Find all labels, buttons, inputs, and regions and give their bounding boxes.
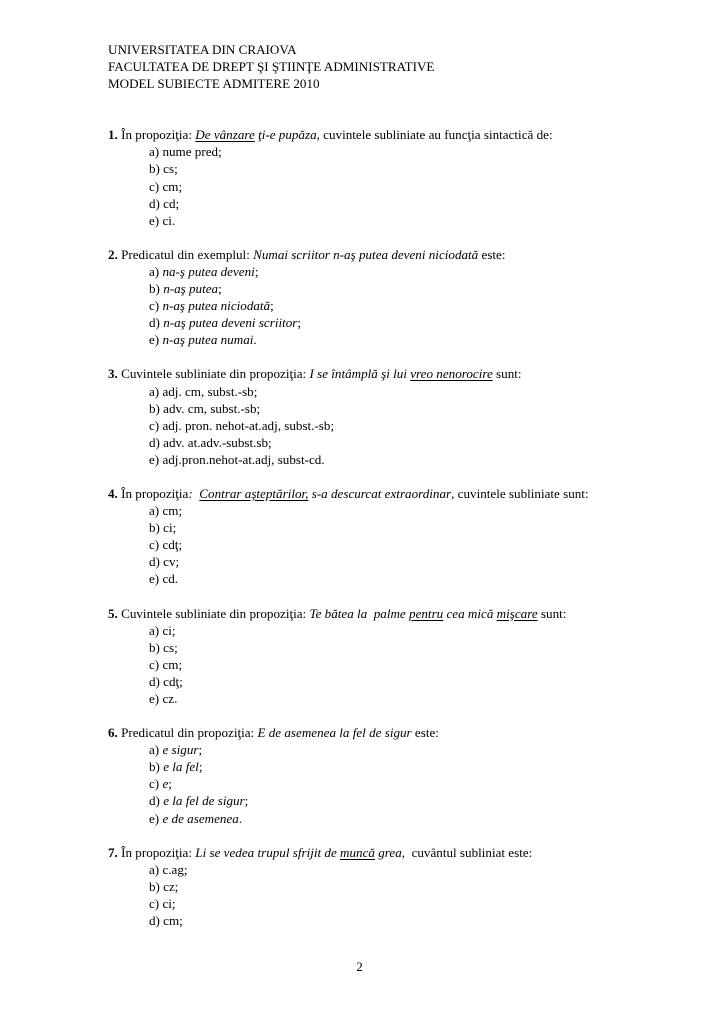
question-7 bbox=[108, 844, 648, 929]
question-2 bbox=[108, 246, 648, 349]
question-6 bbox=[108, 724, 648, 827]
option-d: d) cm; bbox=[149, 913, 183, 929]
option-a: a) e sigur; bbox=[149, 742, 203, 758]
option-e: e) e de asemenea. bbox=[149, 810, 243, 826]
underlined-phrase: Contrar aşteptărilor, bbox=[199, 485, 309, 501]
question-3 bbox=[108, 365, 648, 468]
page-number: 2 bbox=[356, 959, 363, 974]
option-d: d) cv; bbox=[149, 554, 180, 570]
question-number: 1. bbox=[108, 127, 118, 143]
option-d: d) n-aş putea deveni scriitor; bbox=[149, 315, 302, 331]
question-number: 7. bbox=[108, 844, 118, 860]
question-stem: 3. Cuvintele subliniate din propoziţia: I se întâmplă şi lui vreo nenorocire sunt: bbox=[108, 366, 522, 382]
question-5 bbox=[108, 605, 648, 708]
option-c: c) ci; bbox=[149, 895, 176, 911]
question-stem: 4. În propoziţia: Contrar aşteptărilor, s-a descurcat extraordinar, cuvintele subliniate sunt: bbox=[108, 485, 589, 501]
option-e: e) n-aş putea numai. bbox=[149, 332, 257, 348]
option-d: d) adv. at.adv.-subst.sb; bbox=[149, 434, 272, 450]
option-a: a) c.ag; bbox=[149, 861, 188, 877]
question-number: 5. bbox=[108, 605, 118, 621]
question-stem: 5. Cuvintele subliniate din propoziţia: Te bătea la palme pentru cea mică mişcare sunt: bbox=[108, 605, 567, 621]
underlined-word: pentru bbox=[409, 605, 444, 621]
option-e: e) cz. bbox=[149, 691, 178, 706]
option-b: b) cs; bbox=[149, 161, 178, 177]
underlined-word: muncă bbox=[340, 844, 375, 860]
underlined-phrase: vreo nenorocire bbox=[410, 366, 493, 382]
question-4 bbox=[108, 485, 648, 588]
option-c: c) e; bbox=[149, 776, 172, 792]
option-e: e) adj.pron.nehot-at.adj, subst-cd. bbox=[149, 451, 325, 467]
option-b: b) n-aş putea; bbox=[149, 281, 222, 297]
option-c: c) n-aş putea niciodată; bbox=[149, 298, 274, 314]
option-e: e) ci. bbox=[149, 212, 176, 228]
option-a: a) cm; bbox=[149, 503, 183, 519]
option-b: b) adv. cm, subst.-sb; bbox=[149, 400, 261, 416]
question-stem: 6. Predicatul din propoziţia: E de asemenea la fel de sigur este: bbox=[108, 725, 439, 741]
question-number: 2. bbox=[108, 246, 118, 262]
option-b: b) e la fel; bbox=[149, 759, 203, 775]
option-c: c) cm; bbox=[149, 656, 183, 672]
option-d: d) cd; bbox=[149, 195, 180, 211]
option-a: a) na-ş putea deveni; bbox=[149, 263, 259, 279]
question-number: 3. bbox=[108, 366, 118, 382]
option-b: b) cz; bbox=[149, 878, 179, 894]
underlined-word: mişcare bbox=[496, 605, 538, 621]
underlined-phrase: De vânzare bbox=[195, 127, 255, 143]
option-b: b) cs; bbox=[149, 639, 178, 655]
question-number: 6. bbox=[108, 725, 118, 741]
option-a: a) adj. cm, subst.-sb; bbox=[149, 383, 258, 399]
header-university: UNIVERSITATEA DIN CRAIOVA bbox=[108, 42, 297, 57]
question-stem: 2. Predicatul din exemplul: Numai scriitor n-aş putea deveni niciodată este: bbox=[108, 246, 506, 262]
document-page bbox=[108, 41, 648, 929]
option-d: d) cdţ; bbox=[149, 673, 183, 689]
option-b: b) ci; bbox=[149, 520, 177, 536]
option-a: a) ci; bbox=[149, 622, 176, 638]
option-c: c) cm; bbox=[149, 178, 183, 194]
question-stem: 7. În propoziţia: Li se vedea trupul sfrijit de muncă grea, cuvântul subliniat este: bbox=[108, 844, 533, 860]
option-e: e) cd. bbox=[149, 571, 179, 587]
header-title: MODEL SUBIECTE ADMITERE 2010 bbox=[108, 76, 320, 92]
option-a: a) nume pred; bbox=[149, 144, 222, 160]
question-stem: 1. În propoziţia: De vânzare ţi-e pupăza, cuvintele subliniate au funcţia sintactică de: bbox=[108, 127, 553, 143]
question-number: 4. bbox=[108, 485, 118, 501]
header-faculty: FACULTATEA DE DREPT ŞI ŞTIINŢE ADMINISTRATIVE bbox=[108, 59, 435, 75]
option-c: c) adj. pron. nehot-at.adj, subst.-sb; bbox=[149, 417, 335, 433]
option-d: d) e la fel de sigur; bbox=[149, 793, 249, 809]
question-1 bbox=[108, 126, 648, 229]
option-c: c) cdţ; bbox=[149, 537, 183, 553]
